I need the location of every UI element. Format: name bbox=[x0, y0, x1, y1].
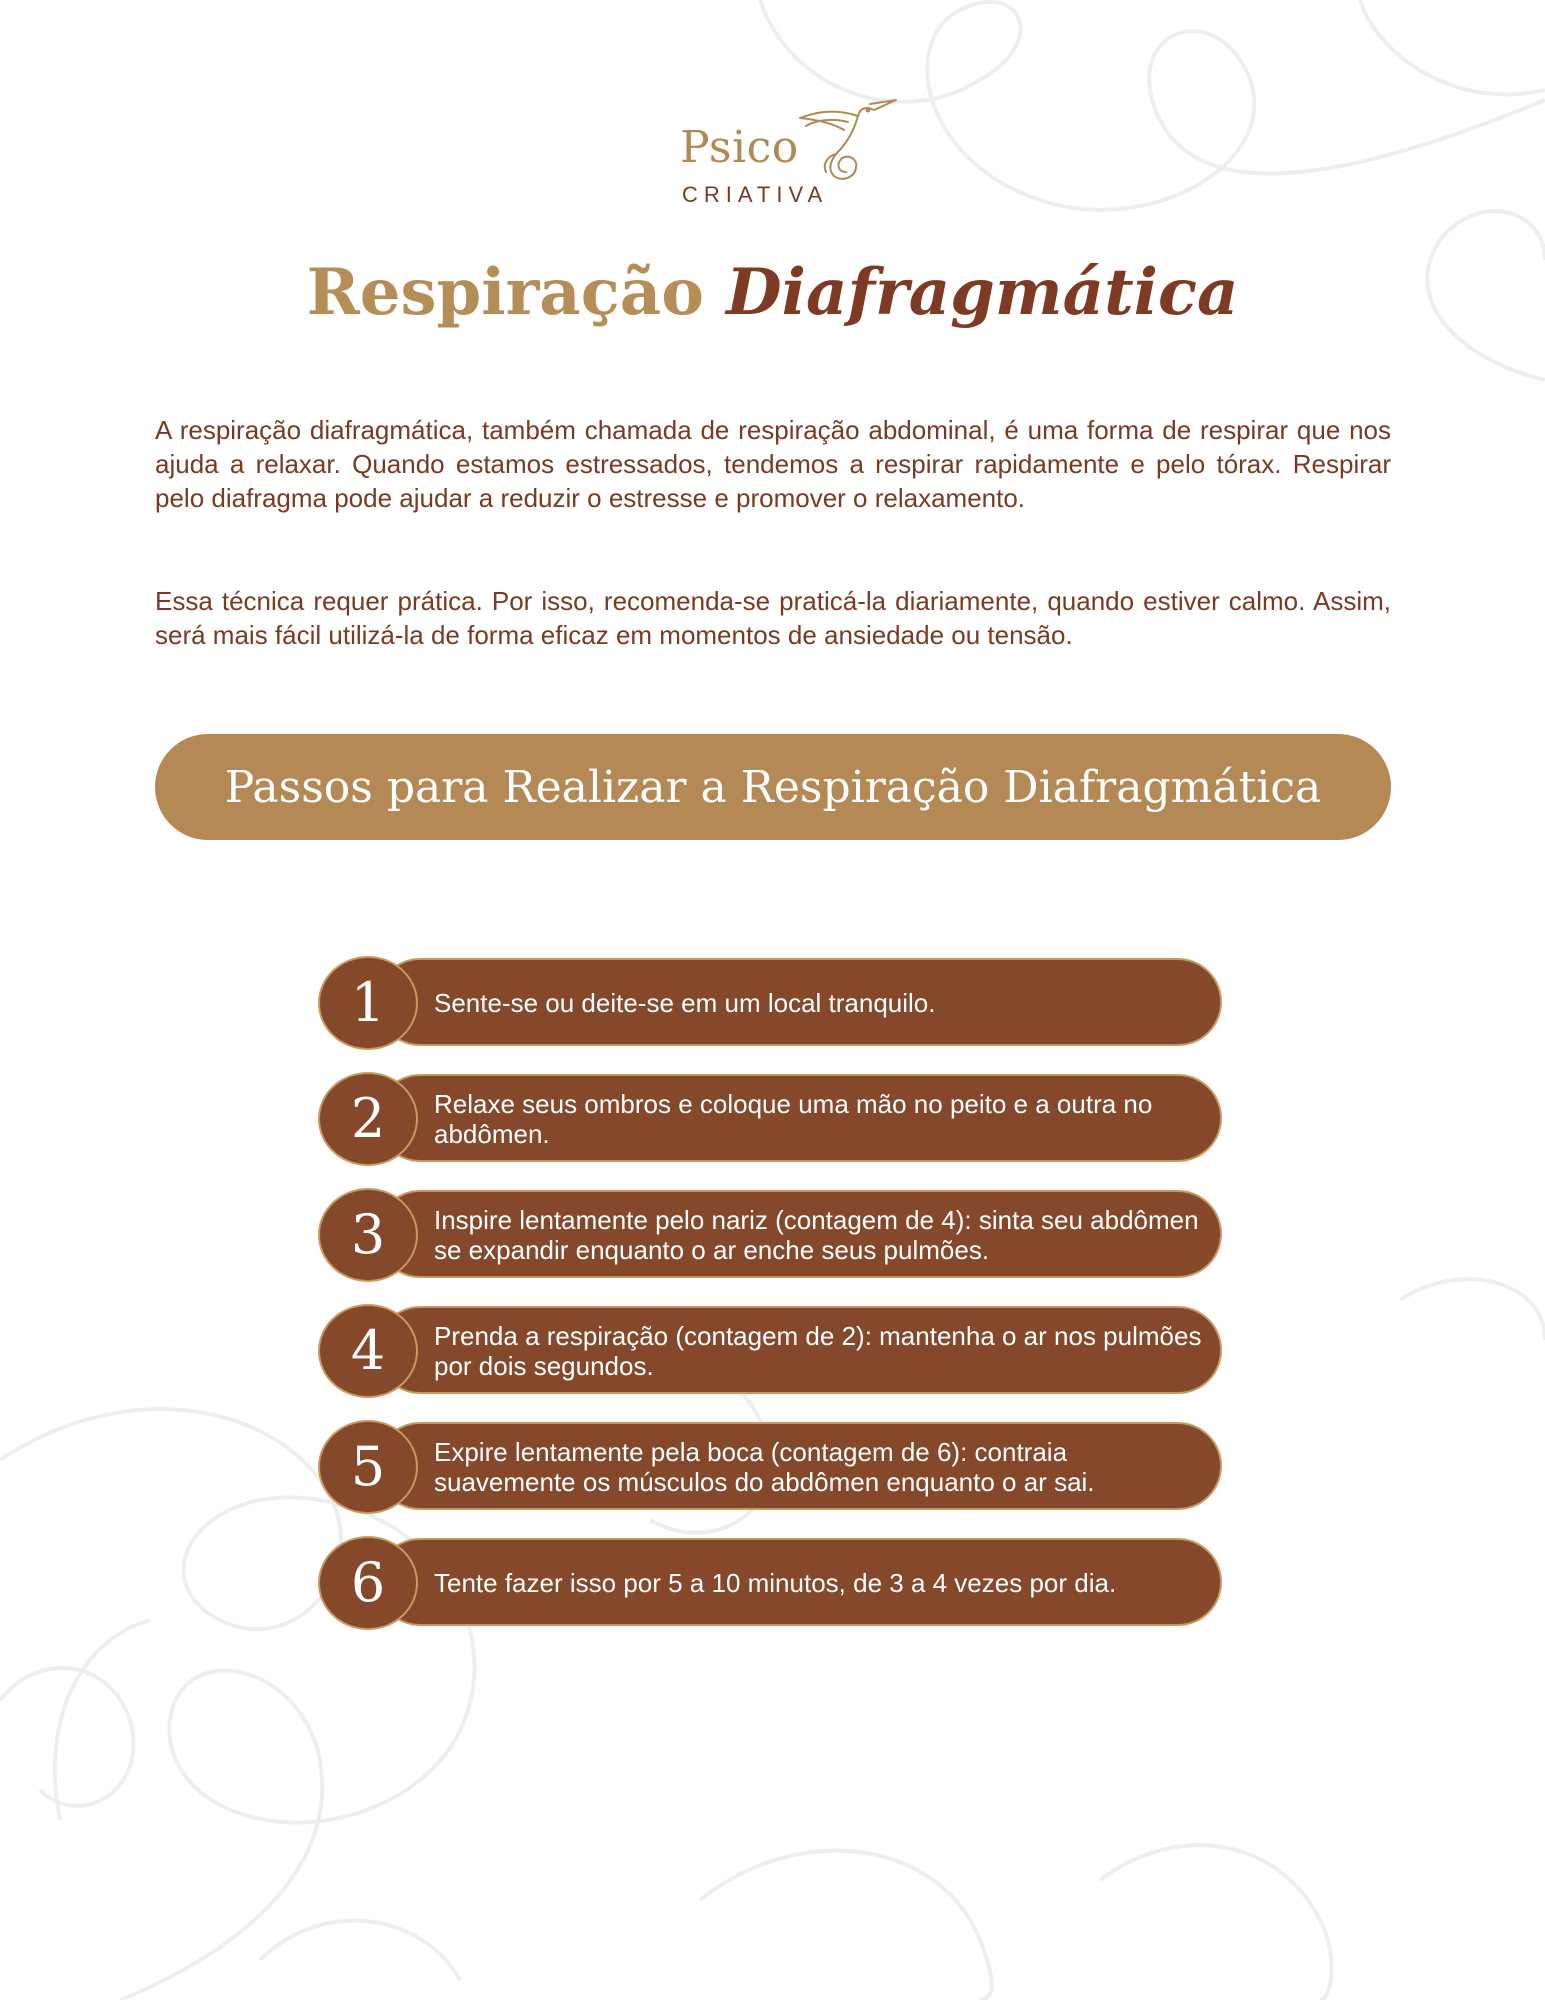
step-item bbox=[318, 1420, 1224, 1514]
step-text: Tente fazer isso por 5 a 10 minutos, de 3 a 4 vezes por dia. bbox=[434, 1568, 1117, 1598]
steps-banner bbox=[155, 734, 1391, 840]
step-text: Expire lentamente pela boca (contagem de 6): contraia suavemente os músculos do abdômen enquanto o ar sai. bbox=[434, 1437, 1095, 1497]
steps-banner-label: Passos para Realizar a Respiração Diafragmática bbox=[224, 761, 1322, 813]
page-title-part2: Diafragmática bbox=[726, 255, 1239, 330]
step-number-badge bbox=[318, 1304, 418, 1398]
intro-paragraph-1: A respiração diafragmática, também chamada de respiração abdominal, é uma forma de respirar que nos ajuda a relaxar. Quando estamos estressados, tendemos a respirar rapidamente e pelo tórax. Respirar pelo diafragma pode ajudar a reduzir o estresse e promover o relaxamento. bbox=[155, 415, 1391, 513]
step-number-badge bbox=[318, 956, 418, 1050]
step-number: 3 bbox=[350, 1203, 386, 1266]
step-number-badge bbox=[318, 1420, 418, 1514]
step-number-badge bbox=[318, 1072, 418, 1166]
step-text: Inspire lentamente pelo nariz (contagem de 4): sinta seu abdômen se expandir enquanto o ar enche seus pulmões. bbox=[434, 1205, 1199, 1265]
step-item bbox=[318, 1304, 1224, 1398]
step-number: 4 bbox=[350, 1319, 386, 1382]
page-title-part1: Respiração bbox=[306, 255, 704, 330]
logo-name: Psico bbox=[680, 122, 799, 173]
step-item bbox=[318, 956, 1224, 1050]
step-number: 1 bbox=[350, 971, 386, 1034]
step-text: Relaxe seus ombros e coloque uma mão no peito e a outra no abdômen. bbox=[434, 1089, 1153, 1149]
step-text: Prenda a respiração (contagem de 2): mantenha o ar nos pulmões por dois segundos. bbox=[434, 1321, 1202, 1381]
step-text: Sente-se ou deite-se em um local tranquilo. bbox=[434, 988, 936, 1018]
logo-tagline: CRIATIVA bbox=[682, 182, 829, 207]
brand-logo bbox=[640, 96, 920, 216]
step-item bbox=[318, 1188, 1224, 1282]
intro-paragraph-2: Essa técnica requer prática. Por isso, recomenda-se praticá-la diariamente, quando estiver calmo. Assim, será mais fácil utilizá-la de forma eficaz em momentos de ansiedade ou tensão. bbox=[155, 586, 1391, 650]
step-number-badge bbox=[318, 1536, 418, 1630]
steps-list bbox=[318, 956, 1224, 1652]
step-number-badge bbox=[318, 1188, 418, 1282]
hummingbird-icon bbox=[770, 96, 900, 186]
step-number: 6 bbox=[350, 1551, 386, 1614]
page-title bbox=[0, 255, 1545, 330]
step-item bbox=[318, 1536, 1224, 1630]
step-number: 5 bbox=[350, 1435, 386, 1498]
step-number: 2 bbox=[350, 1087, 386, 1150]
step-item bbox=[318, 1072, 1224, 1166]
